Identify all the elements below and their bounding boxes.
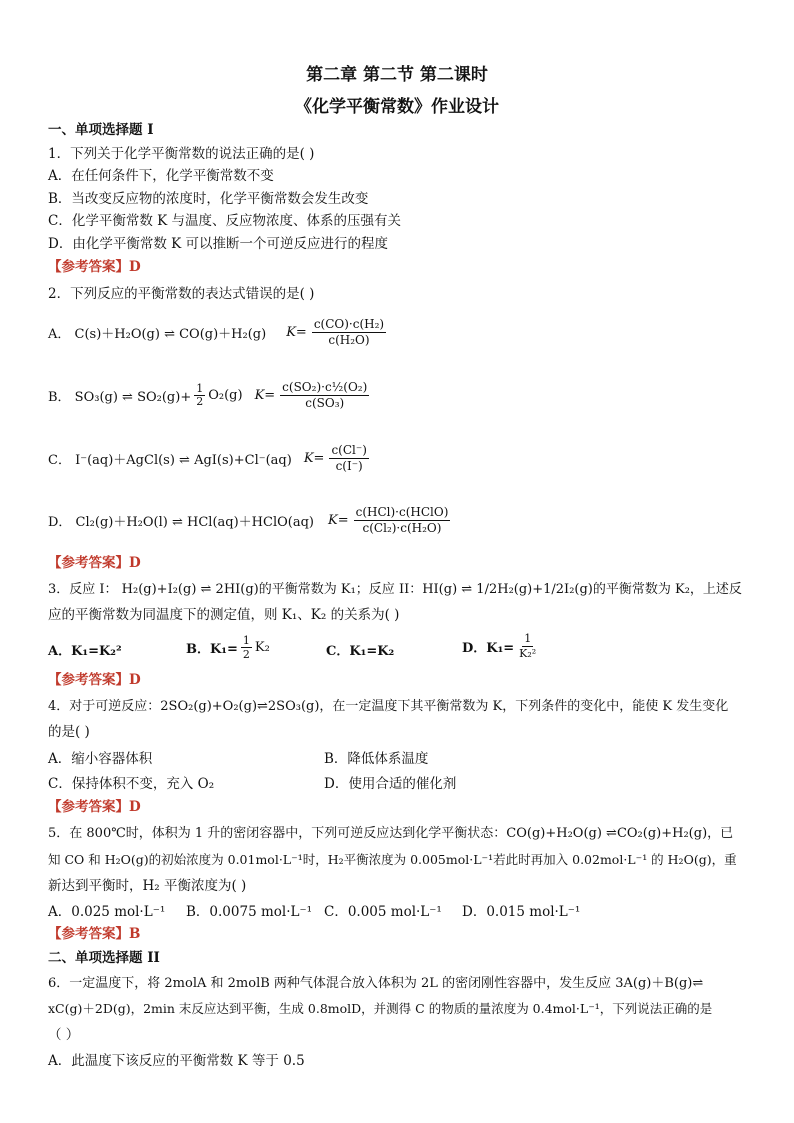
q1-answer: 【参考答案】D (48, 259, 141, 275)
q2-c-denominator: c(I⁻) (335, 459, 363, 473)
q5-option-b: B．0.0075 mol·L⁻¹ (186, 904, 312, 920)
q3-line2: 应的平衡常数为同温度下的测定值，则 K₁、K₂ 的关系为( ) (48, 607, 400, 623)
q2-c-numerator: c(Cl⁻) (331, 443, 367, 457)
q2-d-denominator: c(Cl₂)·c(H₂O) (362, 521, 442, 535)
q4-option-c: C．保持体积不变，充入 O₂ (48, 776, 215, 792)
q2-a-denominator: c(H₂O) (328, 333, 370, 347)
q4-line2: 的是( ) (48, 724, 90, 740)
section-one-heading: 一、单项选择题 I (48, 122, 154, 138)
q2-b-k: K= (254, 388, 276, 403)
q2-d-k: K= (327, 513, 349, 528)
worksheet-title: 《化学平衡常数》作业设计 (295, 97, 499, 117)
q6-line3: （ ） (48, 1027, 80, 1043)
q2-c-equation: C． I⁻(aq)＋AgCl(s) ⇌ AgI(s)+Cl⁻(aq) (48, 453, 292, 468)
q2-d-equation: D． Cl₂(g)＋H₂O(l) ⇌ HCl(aq)＋HClO(aq) (48, 515, 314, 530)
q2-b-fraction (280, 380, 369, 411)
q3-d-prefix: D．K₁= (462, 641, 515, 656)
q5-option-d: D．0.015 mol·L⁻¹ (462, 904, 581, 920)
q1-stem: 1．下列关于化学平衡常数的说法正确的是( ) (48, 146, 315, 162)
q2-b-equation-part1: B． SO₃(g) ⇌ SO₂(g)+ (48, 390, 192, 405)
q5-option-c: C．0.005 mol·L⁻¹ (324, 904, 442, 920)
q3-d-den: K₂² (519, 647, 537, 660)
q3-option-c: C．K₁=K₂ (326, 644, 395, 659)
q2-stem: 2．下列反应的平衡常数的表达式错误的是( ) (48, 286, 315, 302)
q6-option-a: A．此温度下该反应的平衡常数 K 等于 0.5 (48, 1053, 305, 1069)
q3-b-fraction (241, 634, 252, 661)
q2-b-equation-part2: O₂(g) (208, 388, 243, 403)
q2-d-numerator: c(HCl)·c(HClO) (355, 505, 449, 519)
q1-option-a: A．在任何条件下，化学平衡常数不变 (48, 168, 274, 184)
q3-line1: 3．反应 I： H₂(g)+I₂(g) ⇌ 2HI(g)的平衡常数为 K₁；反应 II：HI(g) ⇌ 1/2H₂(g)+1/2I₂(g)的平衡常数为 K₂，上述反 (48, 582, 742, 597)
q1-option-d: D．由化学平衡常数 K 可以推断一个可逆反应进行的程度 (48, 236, 388, 252)
q6-line2: xC(g)＋2D(g)，2min 末反应达到平衡，生成 0.8molD，并测得 C 的物质的量浓度为 0.4mol·L⁻¹，下列说法正确的是 (48, 1001, 713, 1016)
q2-b-denominator: c(SO₃) (305, 396, 345, 410)
q5-line3: 新达到平衡时，H₂ 平衡浓度为( ) (48, 878, 247, 894)
q5-line1: 5．在 800℃时，体积为 1 升的密闭容器中，下列可逆反应达到化学平衡状态：CO(g)+H₂O(g) ⇌CO₂(g)+H₂(g)，已 (48, 826, 734, 841)
q2-a-equation: A． C(s)＋H₂O(g) ⇌ CO(g)＋H₂(g) (48, 327, 267, 342)
q2-option-b (48, 380, 372, 411)
q3-answer: 【参考答案】D (48, 672, 141, 688)
q4-option-a: A．缩小容器体积 (48, 751, 153, 767)
q2-b-half-den: 2 (196, 395, 204, 408)
q3-option-b (186, 634, 270, 661)
q3-b-num: 1 (242, 634, 250, 647)
q5-option-a: A．0.025 mol·L⁻¹ (48, 904, 166, 920)
q2-b-half (194, 383, 205, 408)
q2-b-half-num: 1 (196, 382, 204, 395)
q2-option-c (48, 443, 372, 474)
section-two-heading: 二、单项选择题 II (48, 950, 160, 966)
q2-option-d (48, 505, 453, 536)
q2-a-numerator: c(CO)·c(H₂) (313, 317, 385, 331)
q2-d-fraction (354, 505, 451, 536)
q2-option-a (48, 317, 389, 348)
q4-option-d: D．使用合适的催化剂 (324, 776, 457, 792)
q3-d-fraction (517, 632, 538, 661)
q1-option-c: C．化学平衡常数 K 与温度、反应物浓度、体系的压强有关 (48, 213, 401, 229)
q2-a-fraction (312, 317, 386, 348)
q3-b-prefix: B．K₁= (186, 642, 238, 657)
chapter-title: 第二章 第二节 第二课时 (306, 65, 488, 85)
q1-option-b: B．当改变反应物的浓度时，化学平衡常数会发生改变 (48, 191, 369, 207)
q3-b-den: 2 (242, 648, 250, 661)
q6-line1: 6．一定温度下，将 2molA 和 2molB 两种气体混合放入体积为 2L 的密闭刚性容器中，发生反应 3A(g)＋B(g)⇌ (48, 976, 704, 991)
q3-option-a: A．K₁=K₂² (48, 644, 122, 659)
q2-answer: 【参考答案】D (48, 555, 141, 571)
q3-d-num: 1 (524, 632, 532, 645)
q4-answer: 【参考答案】D (48, 799, 141, 815)
q5-answer: 【参考答案】B (48, 926, 141, 942)
q5-line2: 知 CO 和 H₂O(g)的初始浓度为 0.01mol·L⁻¹时，H₂平衡浓度为 0.005mol·L⁻¹若此时再加入 0.02mol·L⁻¹ 的 H₂O(g)，重 (48, 852, 737, 867)
q2-c-k: K= (303, 451, 325, 466)
q2-a-k: K= (286, 325, 307, 340)
q2-b-numerator: c(SO₂)·c½(O₂) (282, 380, 368, 394)
q2-c-fraction (329, 443, 368, 474)
q4-option-b: B．降低体系温度 (324, 751, 429, 767)
q3-b-suffix: K₂ (254, 640, 270, 655)
q3-option-d (462, 632, 541, 661)
q4-line1: 4．对于可逆反应：2SO₂(g)+O₂(g)⇌2SO₃(g)，在一定温度下其平衡常数为 K，下列条件的变化中，能使 K 发生变化 (48, 699, 729, 714)
